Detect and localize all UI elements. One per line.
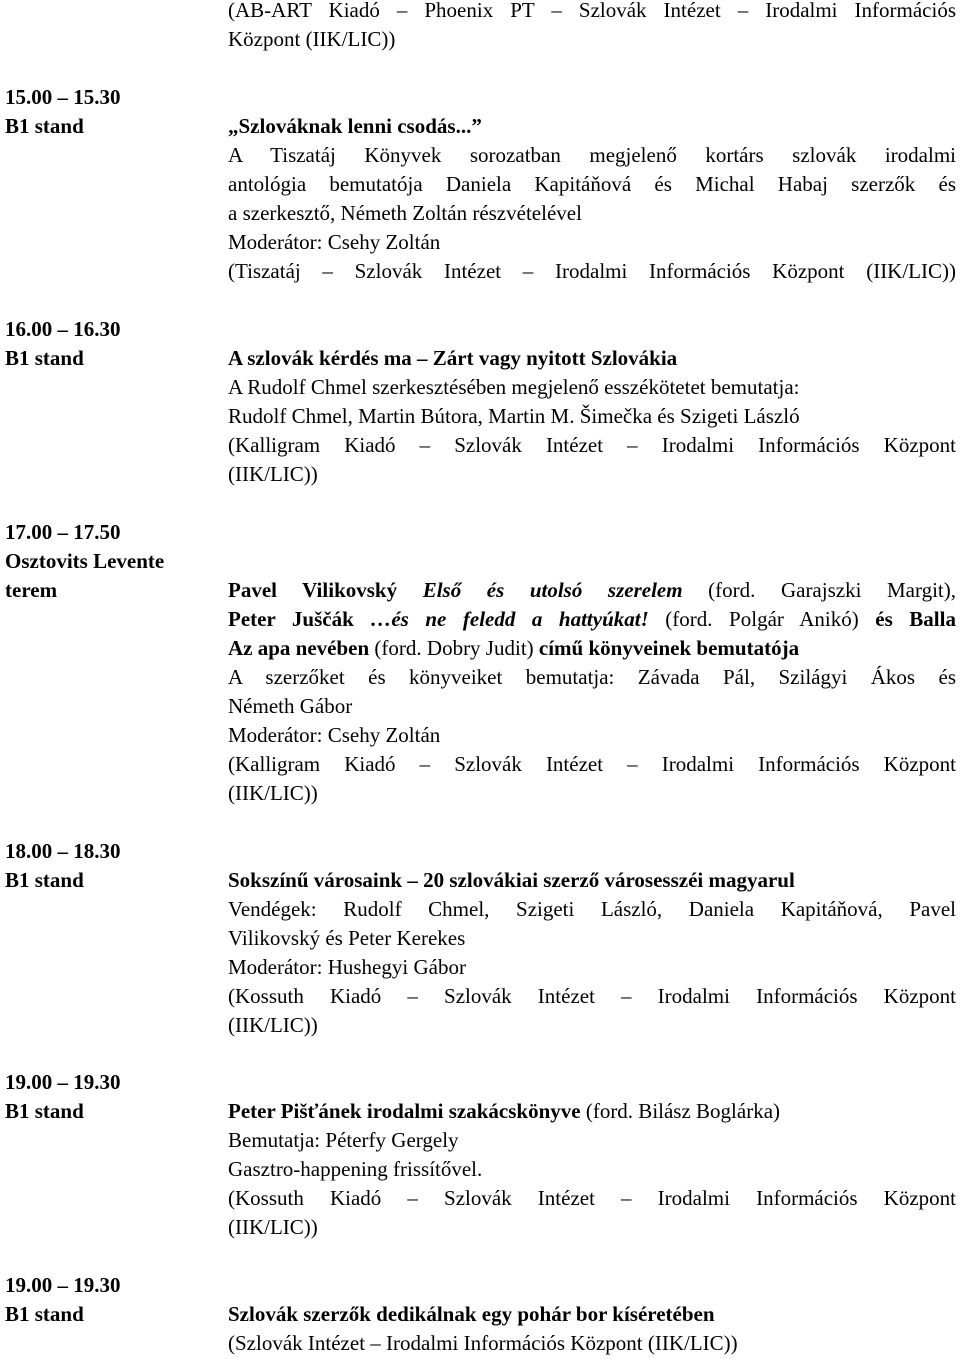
event-line: Moderátor: Csehy Zoltán (228, 723, 441, 747)
event-line: Moderátor: Csehy Zoltán (228, 230, 441, 254)
event-line: Bemutatja: Péterfy Gergely (228, 1128, 459, 1152)
translator: (ford. Bilász Boglárka) (585, 1099, 781, 1123)
event-title: „Szlováknak lenni csodás...” (228, 114, 482, 138)
event-title: Peter Pišťánek irodalmi szakácskönyve (228, 1099, 581, 1123)
event-line: Vendégek: Rudolf Chmel, Szigeti László, Daniela Kapitáňová, Pavel (228, 897, 956, 921)
event-place: B1 stand (5, 1099, 84, 1123)
event-place: B1 stand (5, 1302, 84, 1326)
event-place: Osztovits Levente (5, 549, 165, 573)
event-place: B1 stand (5, 346, 84, 370)
event-title-line (228, 634, 799, 663)
event-time: 17.00 – 17.50 (5, 520, 121, 544)
event-place: B1 stand (5, 114, 84, 138)
event-line: (Kalligram Kiadó – Szlovák Intézet – Irodalmi Információs Központ (228, 752, 956, 776)
event-time: 19.00 – 19.30 (5, 1070, 121, 1094)
intro-line-1: (AB-ART Kiadó – Phoenix PT – Szlovák Intézet – Irodalmi Információs (228, 0, 956, 22)
event-line: Moderátor: Hushegyi Gábor (228, 955, 466, 979)
event-line: (Kossuth Kiadó – Szlovák Intézet – Irodalmi Információs Központ (228, 984, 956, 1008)
intro-line-2: Központ (IIK/LIC)) (228, 27, 396, 51)
event-line: A Rudolf Chmel szerkesztésében megjelenő esszékötetet bemutatja: (228, 375, 800, 399)
book-title: Első és utolsó szerelem (422, 578, 683, 602)
event-title: Szlovák szerzők dedikálnak egy pohár bor kíséretében (228, 1302, 715, 1326)
event-line: Németh Gábor (228, 694, 353, 718)
author-name: Peter Juščák (228, 607, 354, 631)
event-line: (IIK/LIC)) (228, 1013, 318, 1037)
event-line: (Kossuth Kiadó – Szlovák Intézet – Irodalmi Információs Központ (228, 1186, 956, 1210)
event-line: (Tiszatáj – Szlovák Intézet – Irodalmi Információs Központ (IIK/LIC)) (228, 259, 956, 283)
event-place: B1 stand (5, 868, 84, 892)
event-time: 18.00 – 18.30 (5, 839, 121, 863)
event-time: 15.00 – 15.30 (5, 85, 121, 109)
event-title-line (228, 1097, 780, 1126)
book-title: Az apa nevében (228, 636, 370, 660)
title-suffix: című könyveinek bemutatója (538, 636, 800, 660)
event-place-line-2: terem (5, 578, 58, 602)
event-line: (IIK/LIC)) (228, 462, 318, 486)
event-title-line (228, 605, 956, 634)
translator: (ford. Garajszki Margit), (708, 578, 957, 602)
author-name: Pavel Vilikovský (228, 578, 398, 602)
event-title-line (228, 576, 956, 605)
event-time: 16.00 – 16.30 (5, 317, 121, 341)
event-line: Rudolf Chmel, Martin Bútora, Martin M. Šimečka és Szigeti László (228, 404, 800, 428)
event-line: a szerkesztő, Németh Zoltán részvételével (228, 201, 582, 225)
translator: (ford. Dobry Judit) (374, 636, 534, 660)
event-line: (Kalligram Kiadó – Szlovák Intézet – Irodalmi Információs Központ (228, 433, 956, 457)
event-line: antológia bemutatója Daniela Kapitáňová és Michal Habaj szerzők és (228, 172, 956, 196)
event-line: (IIK/LIC)) (228, 781, 318, 805)
event-line: Gasztro-happening frissítővel. (228, 1157, 483, 1181)
event-line: (IIK/LIC)) (228, 1215, 318, 1239)
event-line: A Tiszatáj Könyvek sorozatban megjelenő kortárs szlovák irodalmi (228, 143, 956, 167)
conjunction: és Balla (875, 607, 956, 631)
event-line: (Szlovák Intézet – Irodalmi Információs Központ (IIK/LIC)) (228, 1331, 738, 1355)
translator: (ford. Polgár Anikó) (665, 607, 859, 631)
event-line: A szerzőket és könyveiket bemutatja: Závada Pál, Szilágyi Ákos és (228, 665, 956, 689)
book-title: …és ne feledd a hattyúkat! (370, 607, 649, 631)
event-time: 19.00 – 19.30 (5, 1273, 121, 1297)
event-title: Sokszínű városaink – 20 szlovákiai szerző városesszéi magyarul (228, 868, 795, 892)
event-line: Vilikovský és Peter Kerekes (228, 926, 466, 950)
event-title: A szlovák kérdés ma – Zárt vagy nyitott Szlovákia (228, 346, 678, 370)
